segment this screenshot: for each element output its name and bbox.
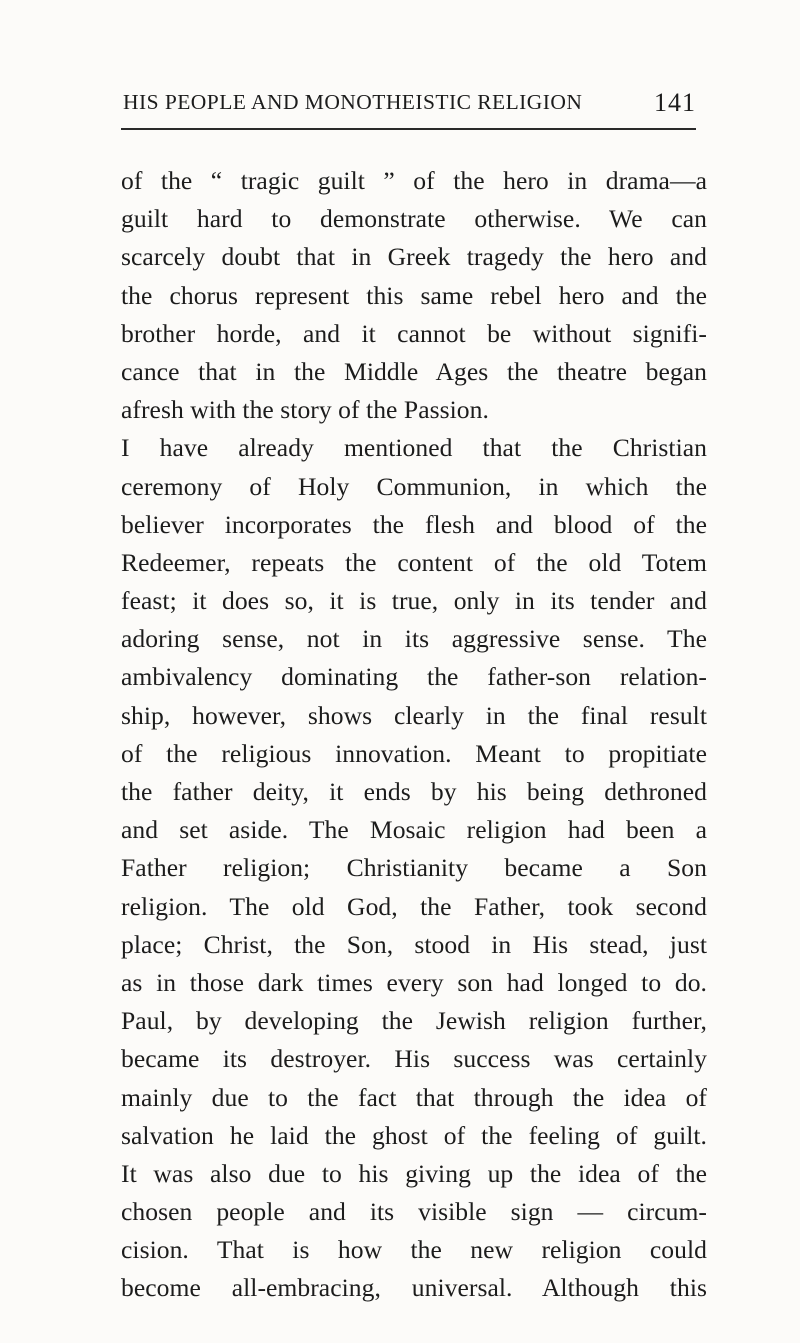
- text-line: Father religion; Christianity became a Son: [121, 853, 707, 883]
- text-line: of the religious innovation. Meant to propitiate: [121, 738, 707, 768]
- text-line: Redeemer, repeats the content of the old Totem: [121, 547, 707, 577]
- text-line: salvation he laid the ghost of the feeling of guilt.: [121, 1120, 707, 1150]
- text-line: the father deity, it ends by his being dethroned: [121, 777, 707, 806]
- text-line: feast; it does so, it is true, only in its tender and: [121, 586, 707, 616]
- text-line: believer incorporates the flesh and blood of the: [121, 509, 707, 539]
- text-line: became its destroyer. His success was certainly: [121, 1044, 707, 1074]
- text-line: Paul, by developing the Jewish religion further,: [121, 1006, 707, 1036]
- text-line: It was also due to his giving up the idea of the: [121, 1158, 707, 1188]
- text-line: scarcely doubt that in Greek tragedy the hero and: [121, 242, 707, 272]
- page-number: 141: [654, 88, 696, 117]
- text-line: mainly due to the fact that through the idea of: [121, 1082, 707, 1112]
- text-line: guilt hard to demonstrate otherwise. We can: [121, 204, 707, 234]
- text-line: place; Christ, the Son, stood in His stead, just: [121, 929, 707, 959]
- text-line: ambivalency dominating the father-son relation-: [121, 662, 707, 692]
- running-title: HIS PEOPLE AND MONOTHEISTIC RELIGION: [123, 90, 583, 114]
- text-line: the chorus represent this same rebel hero and the: [121, 280, 707, 310]
- text-line: become all-embracing, universal. Although this: [121, 1273, 707, 1303]
- text-line: chosen people and its visible sign — circum-: [121, 1197, 707, 1227]
- text-line: as in those dark times every son had longed to do.: [121, 967, 707, 997]
- text-line: brother horde, and it cannot be without signifi-: [121, 318, 707, 348]
- body-text: [121, 162, 707, 1308]
- text-line: and set aside. The Mosaic religion had been a: [121, 815, 707, 845]
- text-line: ship, however, shows clearly in the final result: [121, 700, 707, 730]
- text-line: adoring sense, not in its aggressive sense. The: [121, 624, 707, 654]
- running-head: [121, 90, 696, 120]
- text-line: religion. The old God, the Father, took second: [121, 891, 707, 921]
- text-line: afresh with the story of the Passion.: [121, 395, 489, 425]
- text-line: of the “ tragic guilt ” of the hero in drama—a: [121, 166, 707, 195]
- text-line: cance that in the Middle Ages the theatre began: [121, 356, 707, 386]
- text-line: cision. That is how the new religion could: [121, 1235, 707, 1265]
- header-rule: [121, 128, 696, 130]
- text-line: ceremony of Holy Communion, in which the: [121, 471, 707, 501]
- text-line: I have already mentioned that the Christian: [121, 433, 707, 463]
